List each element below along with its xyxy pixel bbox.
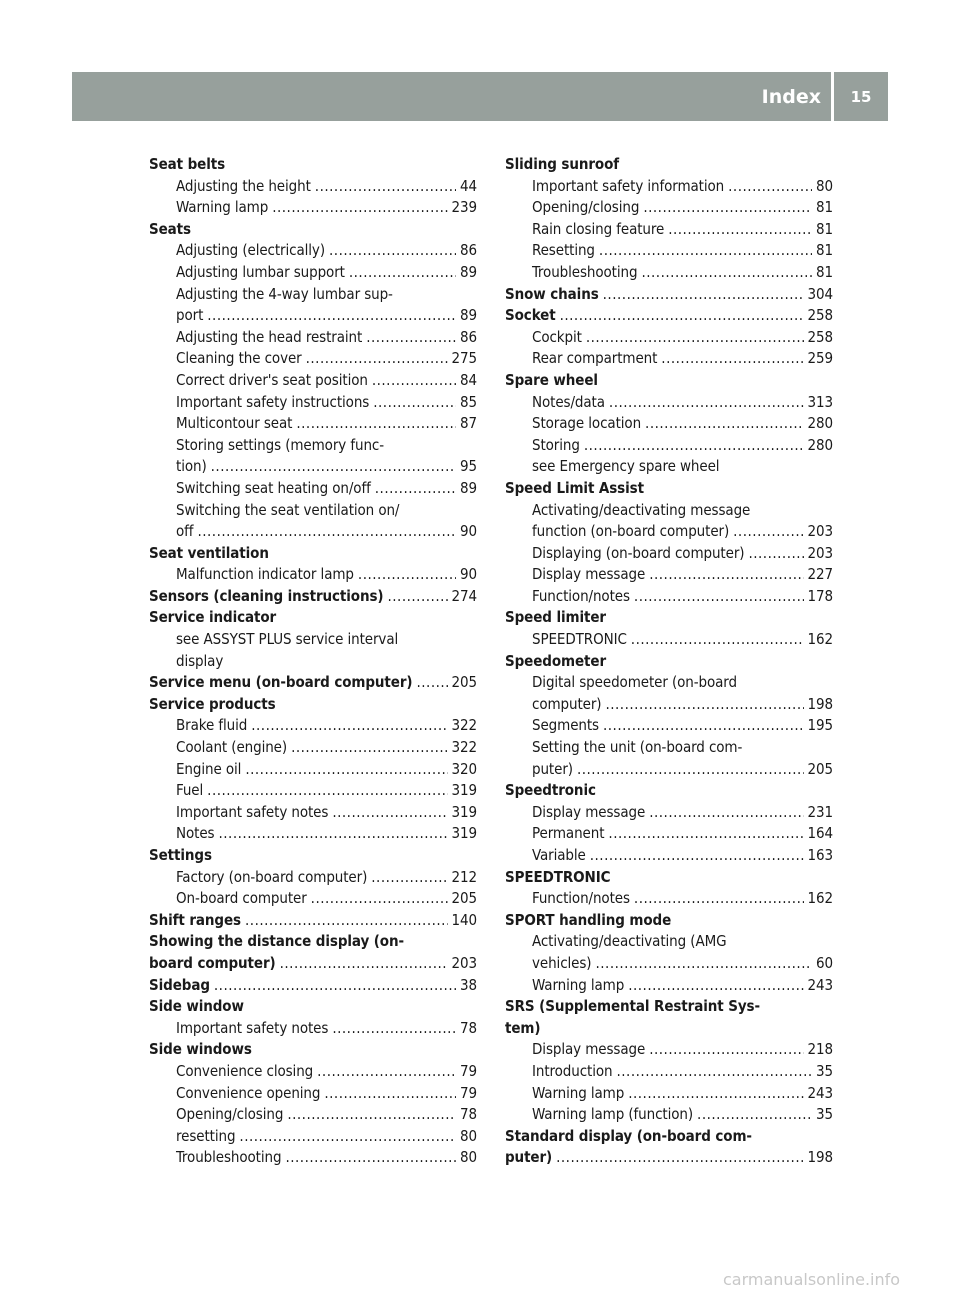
index-entry xyxy=(149,672,477,694)
entry-label: Shift ranges xyxy=(149,910,241,929)
dot-leader xyxy=(296,413,456,435)
dot-leader xyxy=(649,802,803,824)
dot-leader xyxy=(280,953,448,975)
index-entry xyxy=(149,1126,477,1148)
dot-leader xyxy=(197,521,456,543)
dot-leader xyxy=(733,521,803,543)
index-entry xyxy=(505,845,833,867)
index-topic: Side windows xyxy=(149,1040,252,1059)
dot-leader xyxy=(599,240,812,262)
dot-leader xyxy=(373,392,456,414)
index-entry xyxy=(149,392,477,414)
entry-label: Display message xyxy=(532,565,646,584)
entry-label: Convenience closing xyxy=(176,1061,314,1080)
entry-label: Important safety notes xyxy=(176,802,329,821)
dot-leader xyxy=(728,176,812,198)
page-ref[interactable]: 80 xyxy=(816,176,833,195)
index-topic: Seats xyxy=(149,219,191,238)
entry-label: Introduction xyxy=(532,1061,613,1080)
page-ref[interactable]: 259 xyxy=(807,349,833,368)
index-entry xyxy=(505,694,833,716)
entry-label: SPEEDTRONIC xyxy=(532,630,627,649)
dot-leader xyxy=(358,564,456,586)
entry-label: Rear compartment xyxy=(532,349,658,368)
dot-leader xyxy=(372,370,456,392)
index-entry xyxy=(149,197,477,219)
index-subtext: Storing settings (memory func- xyxy=(176,435,384,454)
index-entry xyxy=(149,348,477,370)
dot-leader xyxy=(245,910,448,932)
index-entry xyxy=(505,543,833,565)
dot-leader xyxy=(387,586,447,608)
index-topic: Speed Limit Assist xyxy=(505,478,644,497)
index-entry xyxy=(149,1147,477,1169)
index-topic: Service products xyxy=(149,694,276,713)
index-entry xyxy=(505,1083,833,1105)
page-ref[interactable]: 89 xyxy=(460,262,477,281)
entry-label: Warning lamp xyxy=(532,1083,625,1102)
dot-leader xyxy=(371,867,447,889)
index-entry xyxy=(505,435,833,457)
dot-leader xyxy=(649,1039,803,1061)
page-ref[interactable]: 322 xyxy=(451,716,477,735)
page-ref[interactable]: 319 xyxy=(451,824,477,843)
index-entry xyxy=(149,1061,477,1083)
entry-label: Important safety notes xyxy=(176,1018,329,1037)
entry-label: Segments xyxy=(532,716,599,735)
entry-label: Multicontour seat xyxy=(176,414,293,433)
dot-leader xyxy=(586,327,804,349)
dot-leader xyxy=(291,737,447,759)
page-ref[interactable]: 205 xyxy=(807,759,833,778)
page-number: 15 xyxy=(850,87,872,106)
dot-leader xyxy=(317,1061,456,1083)
index-entry xyxy=(149,564,477,586)
dot-leader xyxy=(556,1147,803,1169)
dot-leader xyxy=(214,975,456,997)
page-ref[interactable]: 231 xyxy=(807,802,833,821)
index-entry xyxy=(505,823,833,845)
dot-leader xyxy=(584,435,804,457)
index-entry xyxy=(505,197,833,219)
index-entry xyxy=(505,1104,833,1126)
dot-leader xyxy=(332,802,447,824)
dot-leader xyxy=(628,975,803,997)
entry-label: Coolant (engine) xyxy=(176,738,288,757)
entry-label: Opening/closing xyxy=(176,1105,284,1124)
entry-label: Cockpit xyxy=(532,327,582,346)
index-entry xyxy=(149,737,477,759)
entry-label: Sidebag xyxy=(149,975,210,994)
page-ref[interactable]: 80 xyxy=(460,1148,477,1167)
index-entry xyxy=(149,586,477,608)
dot-leader xyxy=(211,456,456,478)
dot-leader xyxy=(207,305,456,327)
entry-label: Adjusting (electrically) xyxy=(176,241,325,260)
index-topic: SRS (Supplemental Restraint Sys- xyxy=(505,997,760,1016)
index-subtext: display xyxy=(176,651,224,670)
page-ref[interactable]: 38 xyxy=(460,975,477,994)
entry-label: Notes/data xyxy=(532,392,605,411)
page-ref[interactable]: 258 xyxy=(807,306,833,325)
index-entry xyxy=(149,910,477,932)
index-entry xyxy=(149,327,477,349)
page-ref[interactable]: 162 xyxy=(807,630,833,649)
page-ref[interactable]: 162 xyxy=(807,889,833,908)
entry-label: Correct driver's seat position xyxy=(176,370,368,389)
index-column-right xyxy=(505,154,833,1169)
page-ref[interactable]: 84 xyxy=(460,370,477,389)
index-topic: Spare wheel xyxy=(505,370,598,389)
entry-label: Permanent xyxy=(532,824,605,843)
index-topic: Standard display (on-board com- xyxy=(505,1126,752,1145)
index-topic: Seat ventilation xyxy=(149,543,269,562)
dot-leader xyxy=(329,240,456,262)
index-entry xyxy=(149,1083,477,1105)
index-entry xyxy=(149,413,477,435)
page-ref[interactable]: 322 xyxy=(451,738,477,757)
dot-leader xyxy=(643,197,812,219)
page-ref[interactable]: 81 xyxy=(816,198,833,217)
index-entry xyxy=(149,867,477,889)
index-topic: Sliding sunroof xyxy=(505,155,620,173)
entry-label: off xyxy=(176,522,194,541)
dot-leader xyxy=(306,348,448,370)
index-topic: Showing the distance display (on- xyxy=(149,932,404,951)
index-entry xyxy=(505,1147,833,1169)
index-topic: Service indicator xyxy=(149,608,277,627)
index-entry xyxy=(149,456,477,478)
index-entry xyxy=(505,284,833,306)
entry-label: Storing xyxy=(532,435,580,454)
index-subtext: see Emergency spare wheel xyxy=(532,457,720,476)
header-bar xyxy=(72,72,741,121)
page-ref[interactable]: 86 xyxy=(460,241,477,260)
entry-label: Troubleshooting xyxy=(176,1148,282,1167)
entry-label: resetting xyxy=(176,1126,236,1145)
index-topic: Speedometer xyxy=(505,651,607,670)
dot-leader xyxy=(311,888,448,910)
page-ref[interactable]: 44 xyxy=(460,176,477,195)
index-topic: Settings xyxy=(149,846,212,864)
dot-leader xyxy=(595,953,812,975)
page-ref[interactable]: 243 xyxy=(807,975,833,994)
entry-label: puter) xyxy=(532,759,573,778)
page-ref[interactable]: 258 xyxy=(807,327,833,346)
index-entry xyxy=(149,1104,477,1126)
page-ref[interactable]: 90 xyxy=(460,522,477,541)
entry-label: Cleaning the cover xyxy=(176,349,302,368)
section-title: Index xyxy=(761,85,821,108)
dot-leader xyxy=(603,715,804,737)
entry-label: tion) xyxy=(176,457,207,476)
page-ref[interactable]: 320 xyxy=(451,759,477,778)
page-ref[interactable]: 80 xyxy=(460,1126,477,1145)
entry-label: Displaying (on-board computer) xyxy=(532,543,745,562)
index-entry xyxy=(505,327,833,349)
dot-leader xyxy=(590,845,804,867)
entry-label: Important safety instructions xyxy=(176,392,370,411)
page-ref[interactable]: 60 xyxy=(816,953,833,972)
page-ref[interactable]: 319 xyxy=(451,802,477,821)
dot-leader xyxy=(560,305,804,327)
index-entry xyxy=(505,1039,833,1061)
dot-leader xyxy=(608,823,803,845)
entry-label: Engine oil xyxy=(176,759,242,778)
page-ref[interactable]: 90 xyxy=(460,565,477,584)
page-ref[interactable]: 95 xyxy=(460,457,477,476)
index-entry xyxy=(505,521,833,543)
dot-leader xyxy=(634,586,804,608)
index-entry xyxy=(149,370,477,392)
index-entry xyxy=(149,305,477,327)
index-subtext: Switching the seat ventilation on/ xyxy=(176,500,400,519)
dot-leader xyxy=(332,1018,456,1040)
page-ref[interactable]: 239 xyxy=(451,198,477,217)
page-ref[interactable]: 163 xyxy=(807,846,833,864)
dot-leader xyxy=(245,759,447,781)
dot-leader xyxy=(609,392,804,414)
page-header xyxy=(72,72,888,121)
index-entry xyxy=(149,176,477,198)
index-entry xyxy=(149,953,477,975)
index-entry xyxy=(149,823,477,845)
dot-leader xyxy=(616,1061,812,1083)
dot-leader xyxy=(315,176,456,198)
index-subtext: Adjusting the 4-way lumbar sup- xyxy=(176,284,393,303)
page-ref[interactable]: 81 xyxy=(816,219,833,238)
index-entry xyxy=(505,413,833,435)
page-ref[interactable]: 275 xyxy=(451,349,477,368)
page-ref[interactable]: 86 xyxy=(460,327,477,346)
index-topic: Speed limiter xyxy=(505,608,606,627)
dot-leader xyxy=(631,629,804,651)
entry-label: Sensors (cleaning instructions) xyxy=(149,586,384,605)
entry-label: Adjusting the height xyxy=(176,176,311,195)
entry-label: Brake fluid xyxy=(176,716,248,735)
page-ref[interactable]: 313 xyxy=(807,392,833,411)
dot-leader xyxy=(239,1126,456,1148)
page-ref[interactable]: 89 xyxy=(460,306,477,325)
index-subtext: Digital speedometer (on-board xyxy=(532,673,737,692)
index-topic: Speedtronic xyxy=(505,781,596,800)
page-ref[interactable]: 319 xyxy=(451,781,477,800)
dot-leader xyxy=(577,759,804,781)
index-entry xyxy=(505,348,833,370)
index-column-left xyxy=(149,154,477,1169)
index-entry xyxy=(149,478,477,500)
entry-label: Important safety information xyxy=(532,176,725,195)
index-subtext: Activating/deactivating (AMG xyxy=(532,932,727,951)
entry-label: Storage location xyxy=(532,414,642,433)
entry-label: Opening/closing xyxy=(532,198,640,217)
page-ref[interactable]: 164 xyxy=(807,824,833,843)
page-ref[interactable]: 274 xyxy=(451,586,477,605)
dot-leader xyxy=(366,327,456,349)
dot-leader xyxy=(416,672,447,694)
index-entry xyxy=(505,564,833,586)
page-ref[interactable]: 198 xyxy=(807,1148,833,1167)
index-subtext: see ASSYST PLUS service interval xyxy=(176,630,399,649)
index-entry xyxy=(149,240,477,262)
page-ref[interactable]: 195 xyxy=(807,716,833,735)
page-ref[interactable]: 79 xyxy=(460,1061,477,1080)
entry-label: Rain closing feature xyxy=(532,219,665,238)
index-topic: tem) xyxy=(505,1018,541,1037)
index-entry xyxy=(505,629,833,651)
page-ref[interactable]: 81 xyxy=(816,241,833,260)
page-ref[interactable]: 87 xyxy=(460,414,477,433)
dot-leader xyxy=(605,694,803,716)
index-entry xyxy=(149,780,477,802)
dot-leader xyxy=(748,543,803,565)
entry-label: Display message xyxy=(532,1040,646,1059)
entry-label: Adjusting lumbar support xyxy=(176,262,345,281)
index-entry xyxy=(149,888,477,910)
entry-label: Service menu (on-board computer) xyxy=(149,673,413,692)
entry-label: On-board computer xyxy=(176,889,307,908)
page-ref[interactable]: 78 xyxy=(460,1105,477,1124)
index-entry xyxy=(149,1018,477,1040)
dot-leader xyxy=(285,1147,456,1169)
entry-label: function (on-board computer) xyxy=(532,522,730,541)
entry-label: Factory (on-board computer) xyxy=(176,867,368,886)
dot-leader xyxy=(375,478,456,500)
index-topic: Side window xyxy=(149,997,244,1016)
page-ref[interactable]: 79 xyxy=(460,1083,477,1102)
index-entry xyxy=(505,1061,833,1083)
dot-leader xyxy=(697,1104,812,1126)
entry-label: Troubleshooting xyxy=(532,262,638,281)
index-entry xyxy=(505,975,833,997)
index-entry xyxy=(505,305,833,327)
entry-label: port xyxy=(176,306,204,325)
index-subtext: Setting the unit (on-board com- xyxy=(532,738,743,757)
dot-leader xyxy=(349,262,456,284)
index-entry xyxy=(505,219,833,241)
page-ref[interactable]: 304 xyxy=(807,284,833,303)
entry-label: Notes xyxy=(176,824,215,843)
watermark: carmanualsonline.info xyxy=(723,1270,901,1289)
dot-leader xyxy=(272,197,447,219)
dot-leader xyxy=(324,1083,456,1105)
page-ref[interactable]: 78 xyxy=(460,1018,477,1037)
entry-label: Adjusting the head restraint xyxy=(176,327,363,346)
page-ref[interactable]: 89 xyxy=(460,478,477,497)
index-entry xyxy=(505,262,833,284)
page-ref[interactable]: 205 xyxy=(451,673,477,692)
page-ref[interactable]: 203 xyxy=(807,543,833,562)
page-ref[interactable]: 205 xyxy=(451,889,477,908)
page-ref[interactable]: 140 xyxy=(451,910,477,929)
page-ref[interactable]: 218 xyxy=(807,1040,833,1059)
dot-leader xyxy=(603,284,804,306)
index-entry xyxy=(149,262,477,284)
dot-leader xyxy=(641,262,812,284)
entry-label: Convenience opening xyxy=(176,1083,321,1102)
entry-label: Snow chains xyxy=(505,284,599,303)
dot-leader xyxy=(251,715,447,737)
index-entry xyxy=(149,759,477,781)
page-ref[interactable]: 198 xyxy=(807,694,833,713)
entry-label: Warning lamp xyxy=(176,198,269,217)
page-ref[interactable]: 280 xyxy=(807,414,833,433)
index-entry xyxy=(149,521,477,543)
entry-label: Function/notes xyxy=(532,586,630,605)
dot-leader xyxy=(645,413,804,435)
dot-leader xyxy=(287,1104,456,1126)
page-ref[interactable]: 243 xyxy=(807,1083,833,1102)
entry-label: Function/notes xyxy=(532,889,630,908)
page-ref[interactable]: 203 xyxy=(451,953,477,972)
entry-label: Socket xyxy=(505,306,556,325)
dot-leader xyxy=(649,564,803,586)
index-entry xyxy=(505,802,833,824)
index-entry xyxy=(505,953,833,975)
entry-label: Fuel xyxy=(176,781,204,800)
dot-leader xyxy=(218,823,447,845)
index-entry xyxy=(505,888,833,910)
entry-label: puter) xyxy=(505,1148,553,1167)
index-topic: SPORT handling mode xyxy=(505,910,672,929)
page-ref[interactable]: 81 xyxy=(816,262,833,281)
dot-leader xyxy=(661,348,803,370)
entry-label: vehicles) xyxy=(532,953,592,972)
entry-label: Variable xyxy=(532,846,586,864)
page-ref[interactable]: 280 xyxy=(807,435,833,454)
dot-leader xyxy=(634,888,804,910)
entry-label: Display message xyxy=(532,802,646,821)
index-topic: SPEEDTRONIC xyxy=(505,867,611,886)
entry-label: Warning lamp (function) xyxy=(532,1105,694,1124)
index-entry xyxy=(149,802,477,824)
index-subtext: Activating/deactivating message xyxy=(532,500,751,519)
index-entry xyxy=(149,975,477,997)
page-ref[interactable]: 212 xyxy=(451,867,477,886)
index-entry xyxy=(505,759,833,781)
index-entry xyxy=(505,586,833,608)
index-entry xyxy=(505,176,833,198)
dot-leader xyxy=(207,780,447,802)
page-ref[interactable]: 35 xyxy=(816,1061,833,1080)
index-entry xyxy=(505,240,833,262)
entry-label: Malfunction indicator lamp xyxy=(176,565,354,584)
page-ref[interactable]: 227 xyxy=(807,565,833,584)
page-ref[interactable]: 178 xyxy=(807,586,833,605)
index-entry xyxy=(149,715,477,737)
dot-leader xyxy=(628,1083,803,1105)
page-ref[interactable]: 85 xyxy=(460,392,477,411)
page-ref[interactable]: 35 xyxy=(816,1105,833,1124)
index-entry xyxy=(505,715,833,737)
entry-label: Warning lamp xyxy=(532,975,625,994)
page-ref[interactable]: 203 xyxy=(807,522,833,541)
entry-label: Resetting xyxy=(532,241,595,260)
entry-label: computer) xyxy=(532,694,602,713)
index-topic: Seat belts xyxy=(149,155,226,173)
entry-label: Switching seat heating on/off xyxy=(176,478,371,497)
index-entry xyxy=(505,392,833,414)
entry-label: board computer) xyxy=(149,953,276,972)
dot-leader xyxy=(668,219,812,241)
